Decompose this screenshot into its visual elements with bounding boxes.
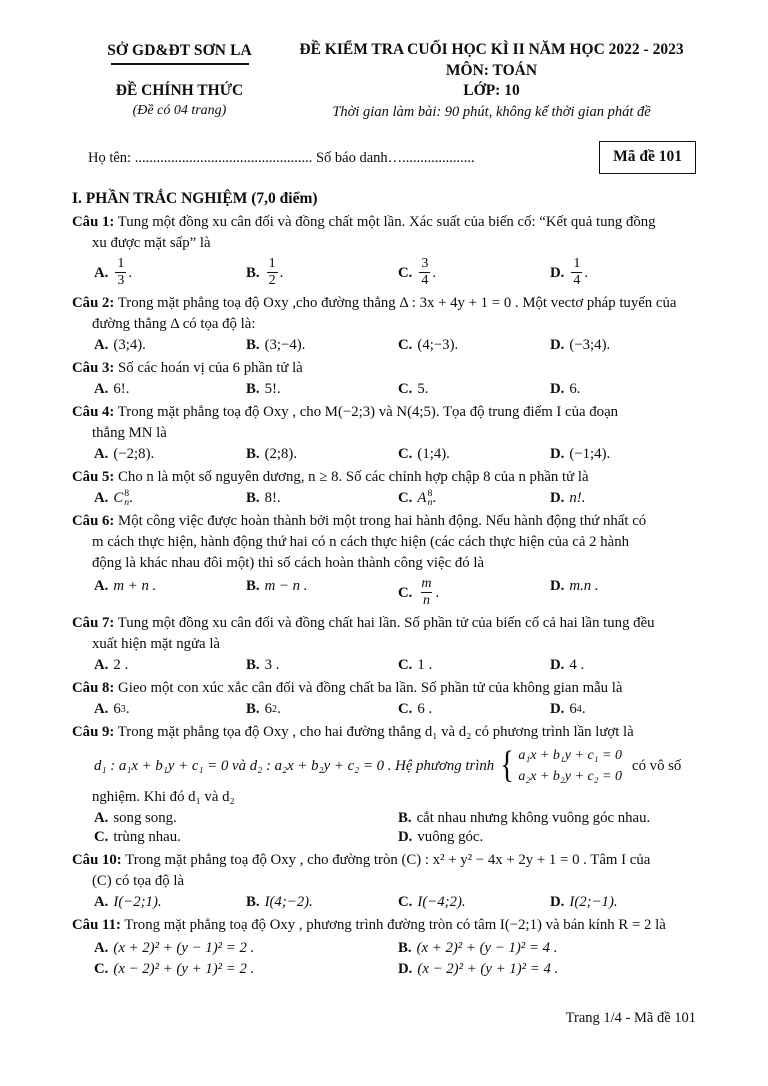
option-c-letter: C. (398, 894, 413, 910)
option-b[interactable]: B. 6 2 . (246, 701, 281, 717)
option-c[interactable]: C. $\frac{3}{4}$ . (398, 256, 437, 288)
option-b-value: cắt nhau nhưng không vuông góc nhau. (416, 810, 651, 826)
option-c-letter: C. (398, 490, 413, 506)
option-d[interactable] (550, 894, 702, 911)
option-b[interactable] (398, 810, 702, 827)
option-b[interactable] (246, 337, 398, 354)
question-7-options (72, 657, 702, 674)
option-c[interactable] (398, 381, 550, 398)
question-9-eq-prefix: d₁ : a₁x + b₁y + c₁ = 0 và d₂ : a₂x + b₂y + c₂ = 0 . Hệ phương trình (94, 757, 495, 774)
question-1-text: Tung một đồng xu cân đối và đồng chất một lần. Xác suất của biến cố: “Kết quả tung đồng (117, 214, 656, 230)
option-c-base: A (417, 490, 427, 506)
option-a[interactable] (94, 578, 246, 595)
option-b[interactable] (398, 940, 702, 957)
option-d-value: (−1;4). (569, 446, 611, 462)
option-d-value: m.n . (569, 578, 599, 594)
option-b[interactable] (246, 657, 398, 674)
option-d-value: n!. (569, 490, 586, 506)
page-footer: Trang 1/4 - Mã đề 101 (565, 1010, 696, 1026)
option-c[interactable] (398, 446, 550, 463)
option-b-value: m − n . (264, 578, 308, 594)
option-b-letter: B. (246, 265, 260, 281)
option-a-letter: A. (94, 940, 109, 956)
question-6-options (72, 578, 702, 609)
question-1 (72, 212, 702, 289)
option-a-value: song song. (113, 810, 177, 826)
question-4-label: Câu 4: (72, 404, 115, 420)
option-b-letter: B. (246, 446, 260, 462)
question-3 (72, 358, 702, 398)
header-right-block (287, 40, 696, 121)
department-name: SỞ GD&ĐT SƠN LA (107, 42, 252, 59)
question-10 (72, 850, 702, 911)
question-10-text: Trong mặt phẳng toạ độ Oxy , cho đường tròn (C) : x² + y² − 4x + 2y + 1 = 0 . Tâm I của (125, 852, 651, 868)
question-5-options (72, 490, 702, 507)
option-d[interactable] (550, 446, 702, 463)
question-9-equation-row (72, 745, 702, 787)
question-2-text-cont: đường thẳng Δ có tọa độ là: (92, 316, 256, 332)
header-left-block (72, 40, 287, 119)
question-8-text: Gieo một con xúc xắc cân đối và đồng chất ba lần. Số phần tử của không gian mẫu là (118, 680, 623, 696)
option-d[interactable]: D. 6 4 . (550, 701, 586, 717)
question-2 (72, 293, 702, 354)
option-c-letter: C. (398, 381, 413, 397)
option-a[interactable]: A. 6 3 . (94, 701, 130, 717)
option-b[interactable] (246, 490, 398, 507)
option-d-letter: D. (550, 446, 565, 462)
option-c-value: trùng nhau. (113, 829, 181, 845)
option-c[interactable]: C. $\frac{m}{n}$ . (398, 576, 440, 608)
option-b-letter: B. (246, 657, 260, 673)
option-b-value: 3 . (264, 657, 280, 673)
option-c-letter: C. (94, 961, 109, 977)
option-b-value: (3;−4). (264, 337, 306, 353)
question-1-label: Câu 1: (72, 214, 115, 230)
option-d-letter: D. (398, 961, 413, 977)
option-c-fraction: $\frac{m}{n}$ (421, 576, 432, 608)
option-a-letter: A. (94, 265, 109, 281)
question-1-text-cont: xu được mặt sấp” là (92, 235, 211, 251)
question-6-text-cont-1: m cách thực hiện, hành động thứ hai có n cách thực hiện (các cách thực hiện của cả 2 hành (92, 534, 630, 550)
question-4-text: Trong mặt phẳng toạ độ Oxy , cho M(−2;3) và N(4;5). Tọa độ trung điểm I của đoạn (117, 404, 619, 420)
question-1-options (72, 258, 702, 289)
document-header (72, 40, 696, 121)
option-b[interactable] (246, 894, 398, 911)
option-a-value: (x + 2)² + (y − 1)² = 2 . (113, 940, 255, 956)
option-c-value: (1;4). (417, 446, 450, 462)
option-c[interactable] (94, 829, 398, 846)
question-3-text: Số các hoán vị của 6 phần tử là (118, 360, 303, 376)
option-a-base: 6 (113, 701, 121, 717)
question-2-options (72, 337, 702, 354)
option-a-base: C (113, 490, 124, 506)
option-b[interactable] (246, 381, 398, 398)
option-d-value: I(2;−1). (569, 894, 618, 910)
option-c-letter: C. (398, 265, 413, 281)
option-c-letter: C. (398, 446, 413, 462)
option-c-value: 6 . (417, 701, 433, 717)
option-a-subsup: 8 n (124, 488, 130, 508)
question-7-text: Tung một đồng xu cân đối và đồng chất hai lần. Số phần tử của biến cố cả hai lần tung đều (117, 615, 655, 631)
question-9-options-row-1 (72, 810, 702, 827)
option-d[interactable] (550, 490, 702, 507)
option-b-letter: B. (246, 578, 260, 594)
option-d-fraction: $\frac{1}{4}$ (573, 256, 581, 288)
option-c[interactable] (398, 657, 550, 674)
question-7-label: Câu 7: (72, 615, 115, 631)
question-11 (72, 915, 702, 978)
question-9-eq-tail: có vô số (632, 757, 682, 774)
option-c-letter: C. (94, 829, 109, 845)
option-a-letter: A. (94, 657, 109, 673)
option-a-letter: A. (94, 701, 109, 717)
option-b[interactable] (246, 578, 398, 595)
option-d[interactable] (550, 657, 702, 674)
option-d[interactable]: D. $\frac{1}{4}$ . (550, 256, 589, 288)
question-9-text: Trong mặt phẳng tọa độ Oxy , cho hai đường thẳng d₁ và d₂ có phương trình lần lượt là (117, 724, 634, 740)
question-8-options (72, 701, 702, 718)
option-b-letter: B. (246, 337, 260, 353)
exam-grade: LỚP: 10 (463, 82, 520, 100)
question-3-options (72, 381, 702, 398)
question-4-options (72, 446, 702, 463)
exam-subject: MÔN: TOÁN (445, 62, 538, 80)
question-9 (72, 722, 702, 846)
exam-title: ĐỀ KIỂM TRA CUỐI HỌC KÌ II NĂM HỌC 2022 - 2023 (299, 41, 684, 58)
option-c[interactable]: C. A 8 n . (398, 488, 437, 508)
question-4-text-cont: thẳng MN là (92, 425, 167, 441)
option-d-letter: D. (398, 829, 413, 845)
option-d[interactable] (398, 829, 702, 846)
section-title-multiple-choice: I. PHẦN TRẮC NGHIỆM (7,0 điểm) (72, 190, 318, 207)
option-d-letter: D. (550, 578, 565, 594)
official-exam-label: ĐỀ CHÍNH THỨC (115, 81, 244, 99)
option-b-value: (2;8). (264, 446, 298, 462)
option-b-letter: B. (246, 894, 260, 910)
option-b-letter: B. (398, 810, 412, 826)
question-7 (72, 613, 702, 674)
page-count-note: (Đề có 04 trang) (132, 102, 227, 118)
exam-code-badge: Mã đề 101 (599, 141, 696, 174)
option-c-letter: C. (398, 585, 413, 601)
equation-row-2: a₂x + b₂y + c₂ = 0 (518, 769, 622, 784)
question-4 (72, 402, 702, 463)
question-2-text: Trong mặt phẳng toạ độ Oxy ,cho đường thẳng Δ : 3x + 4y + 1 = 0 . Một vectơ pháp tuyến của (117, 295, 677, 311)
question-8 (72, 678, 702, 718)
question-6-label: Câu 6: (72, 513, 115, 529)
question-6-text: Một công việc được hoàn thành bởi một trong hai hành động. Nếu hành động thứ nhất có (118, 513, 647, 529)
option-a-letter: A. (94, 490, 109, 506)
equation-row-1: a₁x + b₁y + c₁ = 0 (518, 748, 622, 763)
option-b-fraction: $\frac{1}{2}$ (268, 256, 276, 288)
option-a-value: (3;4). (113, 337, 146, 353)
option-b-value: I(4;−2). (264, 894, 313, 910)
option-c[interactable] (398, 337, 550, 354)
option-a[interactable]: A. C 8 n . (94, 488, 133, 508)
question-9-text-cont: nghiệm. Khi đó d₁ và d₂ (92, 789, 235, 805)
option-d-letter: D. (550, 265, 565, 281)
left-brace-icon: { (500, 744, 515, 786)
question-10-options (72, 894, 702, 911)
option-a-fraction: $\frac{1}{3}$ (117, 256, 125, 288)
candidate-name-field[interactable]: Họ tên: ................................................. Số báo danh….................... (88, 150, 475, 166)
option-a[interactable] (94, 940, 398, 957)
option-c-fraction: $\frac{3}{4}$ (421, 256, 429, 288)
question-5-label: Câu 5: (72, 469, 115, 485)
option-c-letter: C. (398, 701, 413, 717)
option-c-value: 1 . (417, 657, 433, 673)
option-d-letter: D. (550, 490, 565, 506)
option-c[interactable] (398, 701, 550, 718)
option-b-value: 8!. (264, 490, 281, 506)
question-11-text: Trong mặt phẳng toạ độ Oxy , phương trình đường tròn có tâm I(−2;1) và bán kính R = 2 là (124, 917, 666, 933)
option-a[interactable] (94, 810, 398, 827)
option-d-value: 4 . (569, 657, 585, 673)
option-d-letter: D. (550, 381, 565, 397)
option-a-letter: A. (94, 381, 109, 397)
option-d[interactable] (550, 381, 702, 398)
option-a-value: (−2;8). (113, 446, 155, 462)
option-b-value: 5!. (264, 381, 281, 397)
question-9-label: Câu 9: (72, 724, 115, 740)
question-5 (72, 467, 702, 507)
option-d[interactable] (550, 337, 702, 354)
option-a-value: I(−2;1). (113, 894, 162, 910)
option-c-value: (4;−3). (417, 337, 459, 353)
option-d-letter: D. (550, 894, 565, 910)
option-c-subsup: 8 n (427, 488, 433, 508)
option-c-value: 5. (417, 381, 429, 397)
question-11-options-row-1 (72, 940, 702, 957)
option-a-letter: A. (94, 446, 109, 462)
option-b[interactable]: B. $\frac{1}{2}$ . (246, 256, 284, 288)
equation-system (498, 745, 622, 787)
option-d[interactable] (550, 578, 702, 595)
option-b-letter: B. (246, 490, 260, 506)
option-b-letter: B. (246, 701, 260, 717)
department-underline (111, 63, 249, 65)
option-d-letter: D. (550, 657, 565, 673)
exam-content (72, 190, 702, 980)
option-d-value: (x − 2)² + (y + 1)² = 4 . (417, 961, 559, 977)
question-3-label: Câu 3: (72, 360, 115, 376)
option-a[interactable] (94, 446, 246, 463)
exam-duration: Thời gian làm bài: 90 phút, không kể thời gian phát đề (332, 104, 651, 121)
option-c-value: (x − 2)² + (y + 1)² = 2 . (113, 961, 255, 977)
option-a[interactable]: A. $\frac{1}{3}$ . (94, 256, 133, 288)
option-b-value: (x + 2)² + (y − 1)² = 4 . (416, 940, 558, 956)
question-6 (72, 511, 702, 609)
question-9-options-row-2 (72, 829, 702, 846)
option-a[interactable] (94, 894, 246, 911)
option-a-letter: A. (94, 810, 109, 826)
option-b-letter: B. (398, 940, 412, 956)
question-6-text-cont-2: động là khác nhau đôi một) thì số cách hoàn thành công việc đó là (92, 555, 485, 571)
option-b[interactable] (246, 446, 398, 463)
option-a-value: m + n . (113, 578, 157, 594)
question-11-options-row-2 (72, 961, 702, 978)
option-d-value: 6. (569, 381, 581, 397)
option-c[interactable] (94, 961, 398, 978)
option-d-value: vuông góc. (417, 829, 484, 845)
option-d-value: (−3;4). (569, 337, 611, 353)
option-b-base: 6 (264, 701, 272, 717)
question-10-label: Câu 10: (72, 852, 122, 868)
option-c-letter: C. (398, 337, 413, 353)
option-a-letter: A. (94, 337, 109, 353)
option-b-letter: B. (246, 381, 260, 397)
option-a[interactable] (94, 657, 246, 674)
question-2-label: Câu 2: (72, 295, 115, 311)
option-a-letter: A. (94, 894, 109, 910)
option-d[interactable] (398, 961, 702, 978)
option-c[interactable] (398, 894, 550, 911)
question-5-text: Cho n là một số nguyên dương, n ≥ 8. Số các chỉnh hợp chập 8 của n phần tử là (118, 469, 589, 485)
question-8-label: Câu 8: (72, 680, 115, 696)
option-c-letter: C. (398, 657, 413, 673)
option-a-value: 6!. (113, 381, 130, 397)
option-a[interactable] (94, 381, 246, 398)
candidate-info-row (88, 150, 696, 167)
option-d-base: 6 (569, 701, 577, 717)
question-11-label: Câu 11: (72, 917, 121, 933)
question-7-text-cont: xuất hiện mặt ngửa là (92, 636, 220, 652)
option-a-letter: A. (94, 578, 109, 594)
option-a[interactable] (94, 337, 246, 354)
question-10-text-cont: (C) có tọa độ là (92, 873, 185, 889)
option-d-letter: D. (550, 701, 565, 717)
option-c-value: I(−4;2). (417, 894, 466, 910)
option-a-value: 2 . (113, 657, 129, 673)
option-d-letter: D. (550, 337, 565, 353)
